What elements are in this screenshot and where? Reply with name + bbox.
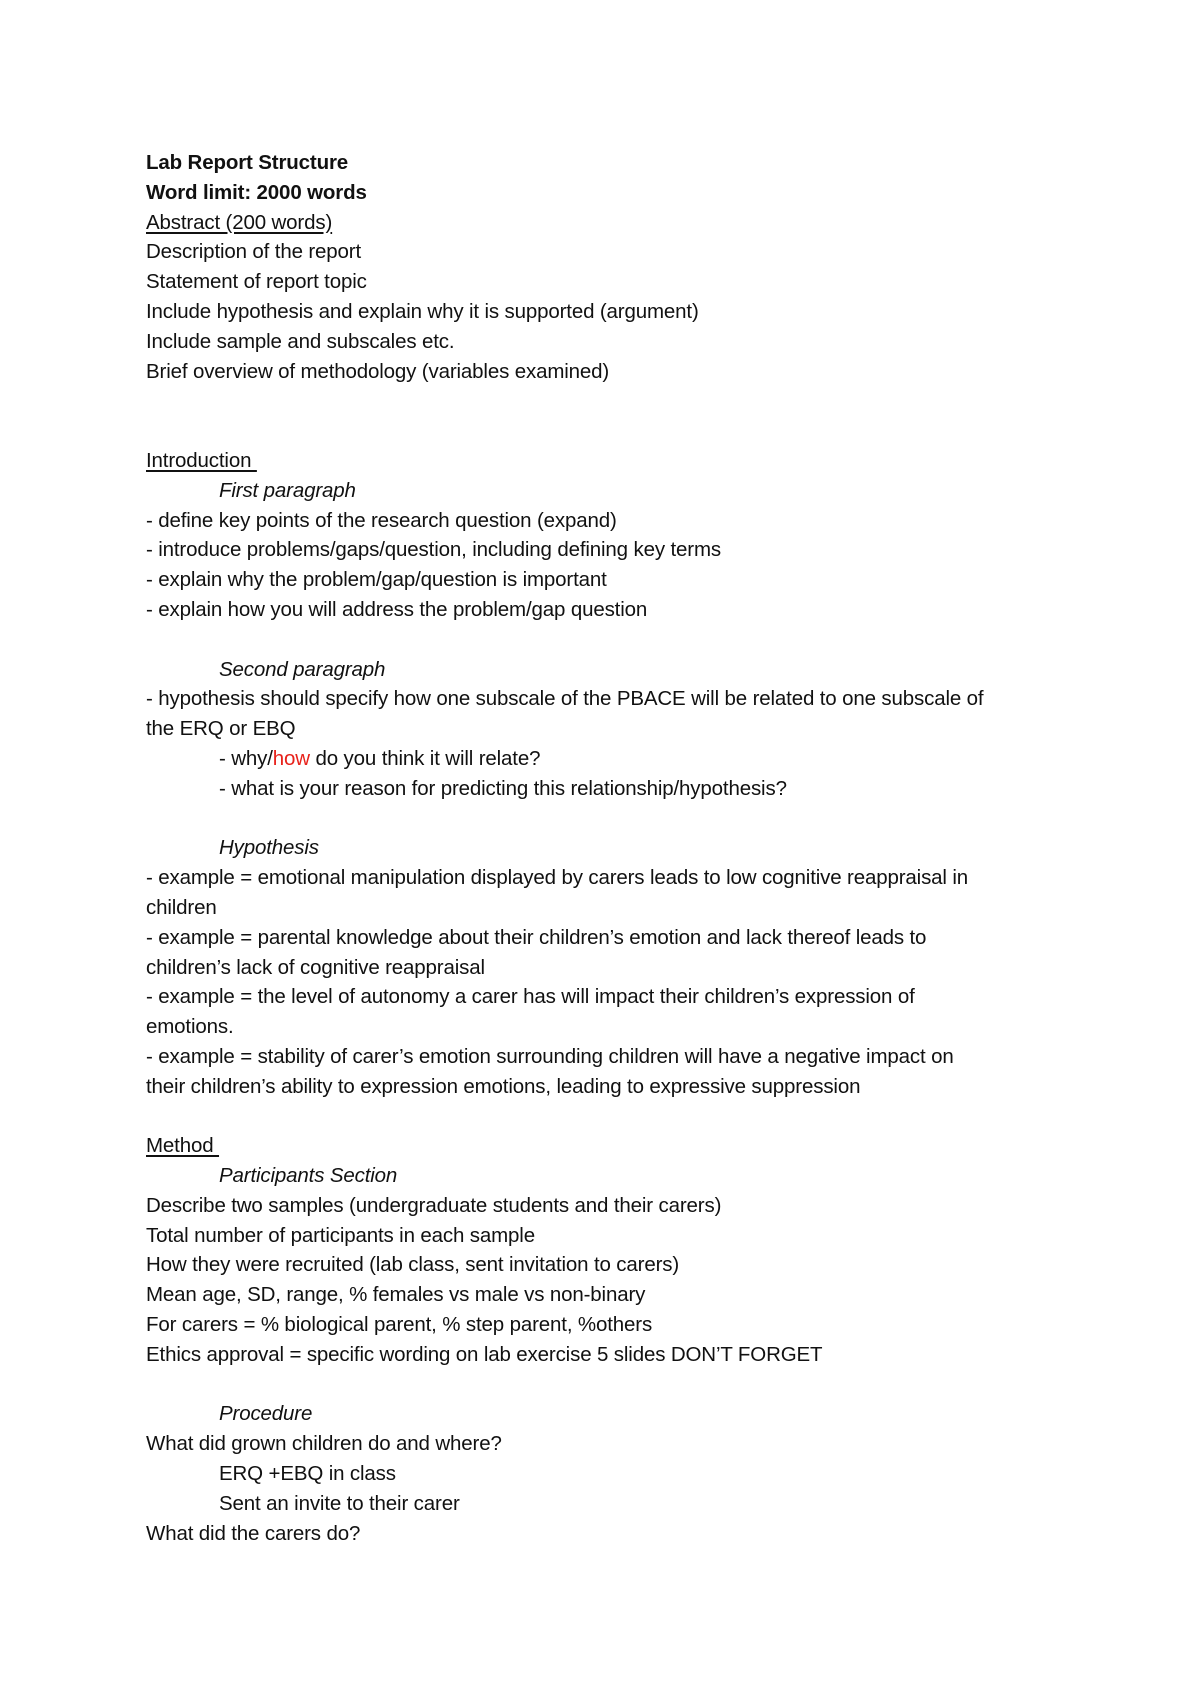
first-paragraph-line: - introduce problems/gaps/question, including defining key terms xyxy=(146,538,721,562)
abstract-line: Include sample and subscales etc. xyxy=(146,329,455,353)
abstract-line: Statement of report topic xyxy=(146,270,367,294)
section-gap xyxy=(146,1102,1086,1132)
first-paragraph-line: - define key points of the research question (expand) xyxy=(146,508,617,532)
document-title: Lab Report Structure xyxy=(146,151,349,174)
first-paragraph-line: - explain how you will address the problem/gap question xyxy=(146,597,648,621)
procedure-question: What did the carers do? xyxy=(146,1521,361,1545)
participants-line: For carers = % biological parent, % step parent, %others xyxy=(146,1313,653,1337)
second-paragraph-line: - hypothesis should specify how one subscale of the PBACE will be related to one subscale of xyxy=(146,687,984,711)
introduction-heading xyxy=(146,446,1086,476)
hypothesis-line: children xyxy=(146,895,217,919)
hypothesis-label: Hypothesis xyxy=(219,836,319,860)
first-paragraph-label: First paragraph xyxy=(219,478,356,502)
participants-line: How they were recruited (lab class, sent invitation to carers) xyxy=(146,1253,680,1277)
participants-line: Mean age, SD, range, % females vs male vs non-binary xyxy=(146,1283,646,1307)
hypothesis-line: emotions. xyxy=(146,1015,234,1039)
procedure-question: What did grown children do and where? xyxy=(146,1432,502,1456)
abstract-line: Include hypothesis and explain why it is supported (argument) xyxy=(146,299,699,323)
second-paragraph-line: the ERQ or EBQ xyxy=(146,717,296,741)
participants-line: Total number of participants in each sample xyxy=(146,1223,535,1247)
hypothesis-line: - example = stability of carer’s emotion surrounding children will have a negative impact on xyxy=(146,1044,954,1068)
method-heading xyxy=(146,1131,1086,1161)
abstract-heading xyxy=(146,208,1086,238)
abstract-line: Description of the report xyxy=(146,240,362,264)
hypothesis-line: children’s lack of cognitive reappraisal xyxy=(146,955,485,979)
document-body xyxy=(146,148,1086,1548)
first-paragraph-line: - explain why the problem/gap/question is important xyxy=(146,568,607,592)
hypothesis-line: - example = the level of autonomy a carer has will impact their children’s expression of xyxy=(146,985,915,1009)
method-heading-text: Method xyxy=(146,1134,220,1158)
section-gap xyxy=(146,386,1086,446)
second-paragraph-label: Second paragraph xyxy=(219,657,386,681)
procedure-sub-line: Sent an invite to their carer xyxy=(219,1491,460,1515)
hypothesis-line: - example = emotional manipulation displayed by carers leads to low cognitive reappraisal in xyxy=(146,866,969,890)
procedure-sub-line: ERQ +EBQ in class xyxy=(219,1462,396,1486)
paragraph-gap xyxy=(146,1370,1086,1400)
hypothesis-line: - example = parental knowledge about their children’s emotion and lack thereof leads to xyxy=(146,925,927,949)
why-prefix: - why/ xyxy=(219,746,273,770)
hypothesis-line: their children’s ability to expression emotions, leading to expressive suppression xyxy=(146,1074,861,1098)
paragraph-gap xyxy=(146,625,1086,655)
word-limit: Word limit: 2000 words xyxy=(146,180,367,204)
participants-label: Participants Section xyxy=(219,1164,398,1188)
procedure-label: Procedure xyxy=(219,1402,313,1426)
how-highlight: how xyxy=(272,746,310,770)
abstract-line: Brief overview of methodology (variables examined) xyxy=(146,359,610,383)
introduction-heading-text: Introduction xyxy=(146,448,257,472)
participants-line: Ethics approval = specific wording on lab exercise 5 slides DON’T FORGET xyxy=(146,1342,823,1366)
reason-line: - what is your reason for predicting this relationship/hypothesis? xyxy=(219,776,787,800)
paragraph-gap xyxy=(146,804,1086,834)
why-how-line xyxy=(146,744,1086,774)
why-suffix: do you think it will relate? xyxy=(309,746,541,770)
participants-line: Describe two samples (undergraduate students and their carers) xyxy=(146,1193,722,1217)
abstract-heading-text: Abstract (200 words) xyxy=(146,210,333,234)
